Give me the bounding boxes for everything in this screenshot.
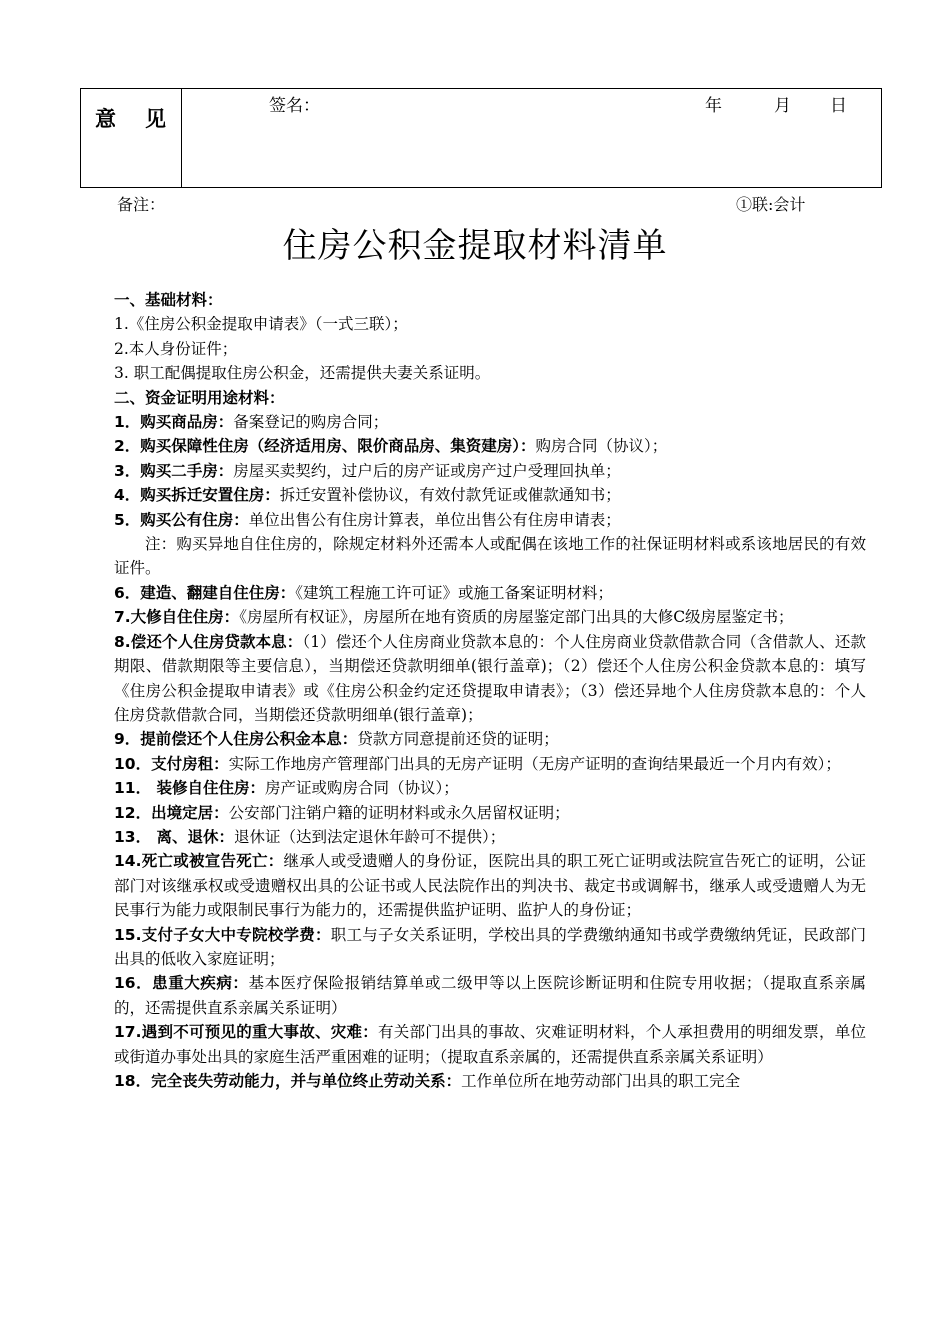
date-year-label: 年 xyxy=(705,96,722,116)
usage-item-text: 拆迁安置补偿协议，有效付款凭证或催款通知书； xyxy=(279,486,621,505)
usage-item-text: 公安部门注销户籍的证明材料或永久居留权证明； xyxy=(228,803,570,822)
basic-item: 1.《住房公积金提取申请表》（一式三联）； xyxy=(114,315,408,334)
usage-item-head: 11． 装修自住住房： xyxy=(114,779,265,798)
usage-item-head: 2．购买保障性住房（经济适用房、限价商品房、集资建房）： xyxy=(114,437,536,456)
section-heading-basic: 一、基础材料： xyxy=(114,291,223,309)
usage-item-head: 9．提前偿还个人住房公积金本息： xyxy=(114,730,358,749)
basic-item: 3. 职工配偶提取住房公积金，还需提供夫妻关系证明。 xyxy=(114,364,491,383)
usage-item xyxy=(114,727,866,751)
usage-item-text: 房产证或购房合同（协议）； xyxy=(264,779,459,798)
usage-item-text: 退休证（达到法定退休年龄可不提供）； xyxy=(233,827,506,846)
usage-item xyxy=(114,508,866,532)
usage-item-head: 8.偿还个人住房贷款本息： xyxy=(114,632,303,651)
section-heading-usage: 二、资金证明用途材料： xyxy=(114,388,285,407)
usage-item-head: 18．完全丧失劳动能力，并与单位终止劳动关系： xyxy=(114,1072,462,1090)
usage-item-head: 3．购买二手房： xyxy=(114,461,234,480)
usage-item-text: 工作单位所在地劳动部门出具的职工完全 xyxy=(461,1072,741,1090)
usage-item-head: 14.死亡或被宣告死亡： xyxy=(114,852,284,871)
usage-item-text: 备案登记的购房合同； xyxy=(233,413,389,432)
usage-item xyxy=(114,434,866,458)
opinion-box xyxy=(80,88,882,188)
copy-note: ①联:会计 xyxy=(736,195,806,214)
usage-item-text: 实际工作地房产管理部门出具的无房产证明（无房产证明的查询结果最近一个月内有效）； xyxy=(228,754,841,773)
usage-item xyxy=(114,1069,866,1093)
usage-item xyxy=(114,483,866,507)
signature-label: 签名： xyxy=(269,96,320,116)
usage-item-head: 5．购买公有住房： xyxy=(114,510,249,529)
remote-housing-note: 注：购买异地自住住房的，除规定材料外还需本人或配偶在该地工作的社保证明材料或系该地居民的有效证件。 xyxy=(114,535,866,578)
usage-item-head: 7.大修自住住房： xyxy=(114,608,240,627)
usage-item-head: 17.遇到不可预见的重大事故、灾难： xyxy=(114,1023,378,1042)
usage-item xyxy=(114,971,866,1020)
usage-item xyxy=(114,459,866,483)
usage-item-head: 1．购买商品房： xyxy=(114,413,234,432)
usage-item-text: （1）偿还个人住房商业贷款本息的：个人住房商业贷款借款合同（含借款人、还款期限、借款期限等主要信息），当期偿还贷款明细单(银行盖章)；（2）偿还个人住房公积金贷款本息的：填写《住房公积金提取申请表》或《住房公积金约定还贷提取申请表》；（3）偿还异地个人住房贷款本息的：个人住房贷款借款合同，当期偿还贷款明细单(银行盖章)； xyxy=(114,632,866,724)
usage-item xyxy=(114,849,866,922)
usage-item xyxy=(114,581,866,605)
usage-item-head: 6．建造、翻建自住住房： xyxy=(114,583,296,602)
usage-item-text: 有关部门出具的事故、灾难证明材料，个人承担费用的明细发票，单位或街道办事处出具的家庭生活严重困难的证明；（提取直系亲属的，还需提供直系亲属关系证明） xyxy=(114,1023,866,1066)
usage-item-text: 购房合同（协议）； xyxy=(535,437,668,456)
usage-item-head: 16．患重大疾病： xyxy=(114,974,249,993)
usage-item xyxy=(114,776,866,800)
usage-item xyxy=(114,410,866,434)
usage-item-head: 13． 离、退休： xyxy=(114,827,234,846)
usage-item-text: 《房屋所有权证》，房屋所在地有资质的房屋鉴定部门出具的大修C级房屋鉴定书； xyxy=(239,608,794,627)
usage-item-text: 贷款方同意提前还贷的证明； xyxy=(357,730,559,749)
usage-item-text: 房屋买卖契约，过户后的房产证或房产过户受理回执单； xyxy=(233,461,621,480)
materials-list xyxy=(114,288,866,1093)
usage-item-text: 职工与子女关系证明，学校出具的学费缴纳通知书或学费缴纳凭证，民政部门出具的低收入家庭证明； xyxy=(114,925,866,968)
usage-item-head: 4．购买拆迁安置住房： xyxy=(114,486,280,505)
usage-item-text: 基本医疗保险报销结算单或二级甲等以上医院诊断证明和住院专用收据；（提取直系亲属的，还需提供直系亲属关系证明） xyxy=(114,974,866,1017)
opinion-label-left: 意 xyxy=(95,107,116,131)
basic-item: 2.本人身份证件； xyxy=(114,339,238,358)
remark-label: 备注： xyxy=(117,195,166,214)
date-month-label: 月 xyxy=(774,96,791,116)
usage-item xyxy=(114,752,866,776)
usage-item-head: 10．支付房租： xyxy=(114,754,229,773)
opinion-label-right: 见 xyxy=(145,107,166,131)
usage-item-text: 继承人或受遗赠人的身份证，医院出具的职工死亡证明或法院宣告死亡的证明，公证部门对该继承权或受遗赠权出具的公证书或人民法院作出的判决书、裁定书或调解书，继承人或受遗赠人为无民事行为能力或限制民事行为能力的，还需提供监护证明、监护人的身份证； xyxy=(114,852,866,920)
usage-item-head: 12．出境定居： xyxy=(114,803,229,822)
usage-item xyxy=(114,923,866,972)
usage-item-text: 单位出售公有住房计算表，单位出售公有住房申请表； xyxy=(248,510,621,529)
usage-item xyxy=(114,605,866,629)
date-day-label: 日 xyxy=(830,96,847,116)
usage-item-head: 15.支付子女大中专院校学费： xyxy=(114,925,331,944)
document-title: 住房公积金提取材料清单 xyxy=(282,226,668,266)
usage-item xyxy=(114,1020,866,1069)
usage-item xyxy=(114,825,866,849)
usage-item xyxy=(114,801,866,825)
opinion-label-cell xyxy=(81,89,182,187)
usage-item-text: 《建筑工程施工许可证》或施工备案证明材料； xyxy=(295,583,614,602)
usage-item xyxy=(114,630,866,728)
